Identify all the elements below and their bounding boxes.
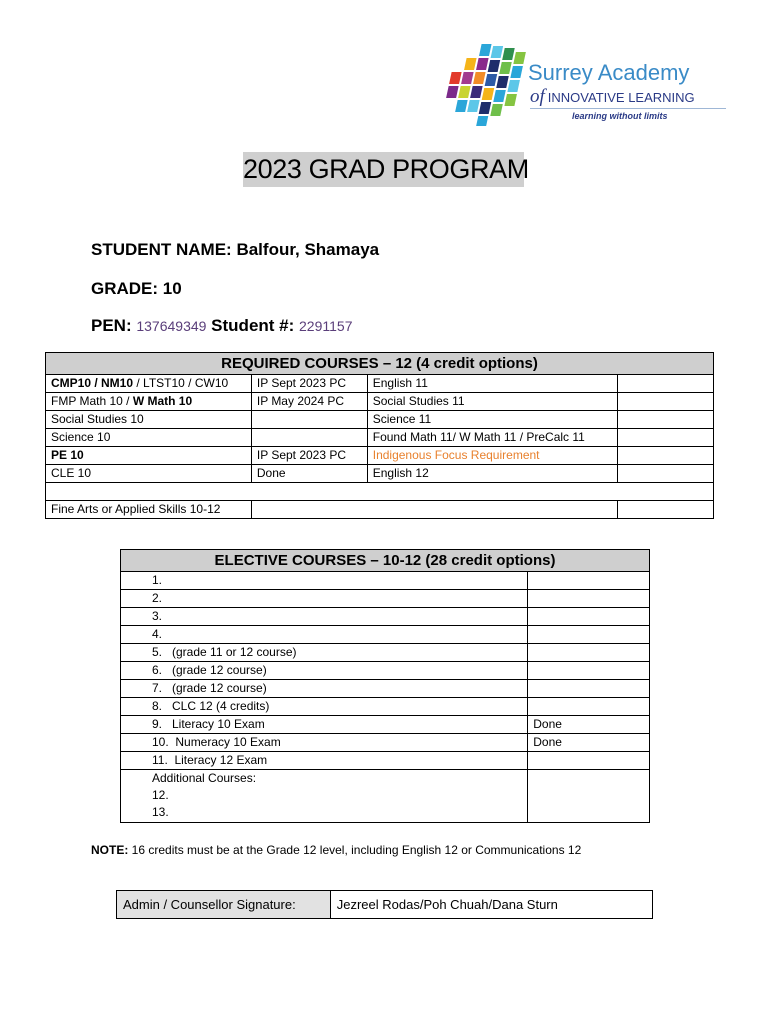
- pen-value: 137649349: [136, 318, 207, 334]
- table-row: [121, 698, 650, 716]
- table-row: [121, 644, 650, 662]
- elective-cell: 5. (grade 11 or 12 course): [121, 644, 528, 662]
- elective-courses-table: [120, 549, 650, 823]
- grade-label: GRADE:: [91, 279, 159, 298]
- student-name-line: [91, 240, 379, 260]
- status-cell: Done: [528, 734, 650, 752]
- course-cell-empty: [251, 501, 617, 519]
- course-cell: CLE 10: [46, 465, 252, 483]
- status-cell: Done: [251, 465, 367, 483]
- signature-value: Jezreel Rodas/Poh Chuah/Dana Sturn: [330, 891, 652, 919]
- elective-cell: 6. (grade 12 course): [121, 662, 528, 680]
- status-cell: [617, 447, 713, 465]
- course-text: FMP Math 10 /: [51, 394, 133, 408]
- elective-cell: 11. Literacy 12 Exam: [121, 752, 528, 770]
- logo-rule: [530, 108, 726, 109]
- table-row: [121, 752, 650, 770]
- status-cell: [528, 644, 650, 662]
- blank-cell: [46, 483, 714, 501]
- additional-course-item: 13.: [152, 805, 169, 819]
- required-courses-table: [45, 352, 714, 519]
- table-row: [121, 734, 650, 752]
- table-row: [121, 680, 650, 698]
- logo-subtitle-text: INNOVATIVE LEARNING: [547, 90, 695, 105]
- course-bold: PE 10: [51, 448, 84, 462]
- table-row: [121, 608, 650, 626]
- status-cell: [617, 375, 713, 393]
- status-cell: [617, 411, 713, 429]
- note-label: NOTE:: [91, 843, 129, 857]
- note-text: 16 credits must be at the Grade 12 level, including English 12 or Communications 12: [128, 843, 582, 857]
- signature-table: [116, 890, 653, 919]
- student-number-label: Student #:: [211, 316, 295, 335]
- page-title: 2023 GRAD PROGRAM: [243, 152, 524, 187]
- course-cell: Fine Arts or Applied Skills 10-12: [46, 501, 252, 519]
- status-cell: [251, 411, 367, 429]
- grade-value: 10: [162, 279, 182, 298]
- table-row: [46, 429, 714, 447]
- additional-courses-label: Additional Courses:: [152, 771, 257, 785]
- course-cell: English 12: [367, 465, 617, 483]
- required-courses-header: REQUIRED COURSES – 12 (4 credit options): [46, 353, 714, 375]
- logo-name: Surrey Academy: [528, 60, 690, 85]
- course-cell: Social Studies 10: [46, 411, 252, 429]
- table-row: [121, 590, 650, 608]
- elective-courses-header: ELECTIVE COURSES – 10-12 (28 credit options): [121, 550, 650, 572]
- status-cell: [528, 590, 650, 608]
- course-cell: English 11: [367, 375, 617, 393]
- elective-cell: 9. Literacy 10 Exam: [121, 716, 528, 734]
- course-text: / LTST10 / CW10: [133, 376, 229, 390]
- status-cell: [528, 680, 650, 698]
- logo-tagline: learning without limits: [572, 111, 668, 121]
- student-name-label: STUDENT NAME:: [91, 240, 232, 259]
- table-row: [46, 375, 714, 393]
- course-cell: [46, 447, 252, 465]
- logo-subtitle: [530, 86, 695, 108]
- status-cell: [528, 698, 650, 716]
- status-cell: [617, 501, 713, 519]
- elective-cell: 4.: [121, 626, 528, 644]
- status-cell: IP Sept 2023 PC: [251, 375, 367, 393]
- logo-mosaic-icon: [438, 42, 528, 128]
- student-number-value: 2291157: [299, 318, 353, 334]
- course-cell: Found Math 11/ W Math 11 / PreCalc 11: [367, 429, 617, 447]
- status-cell: [528, 608, 650, 626]
- table-row-blank: [46, 483, 714, 501]
- pen-line: [91, 316, 352, 336]
- status-cell: [528, 572, 650, 590]
- elective-cell: 2.: [121, 590, 528, 608]
- table-row: [121, 626, 650, 644]
- table-row: [46, 465, 714, 483]
- table-row: [46, 447, 714, 465]
- status-cell: [617, 429, 713, 447]
- elective-cell: 8. CLC 12 (4 credits): [121, 698, 528, 716]
- elective-cell: 10. Numeracy 10 Exam: [121, 734, 528, 752]
- status-cell: IP Sept 2023 PC: [251, 447, 367, 465]
- table-row: [46, 393, 714, 411]
- course-cell: Science 11: [367, 411, 617, 429]
- course-cell: [46, 393, 252, 411]
- course-bold: W Math 10: [132, 394, 193, 408]
- table-row: [121, 770, 650, 823]
- status-cell: [528, 770, 650, 823]
- status-cell: [617, 465, 713, 483]
- additional-course-item: 12.: [152, 788, 169, 802]
- credits-note: [91, 843, 581, 857]
- course-cell: Science 10: [46, 429, 252, 447]
- status-cell: [528, 626, 650, 644]
- table-row: [121, 662, 650, 680]
- status-cell: Done: [528, 716, 650, 734]
- student-name: Balfour, Shamaya: [236, 240, 380, 259]
- course-bold: CMP10 / NM10: [51, 376, 134, 390]
- logo-of: of: [530, 86, 545, 107]
- table-row: [46, 411, 714, 429]
- course-cell: Social Studies 11: [367, 393, 617, 411]
- course-cell: Indigenous Focus Requirement: [367, 447, 617, 465]
- grade-line: [91, 279, 182, 299]
- table-row: [46, 501, 714, 519]
- status-cell: [617, 393, 713, 411]
- course-cell: [46, 375, 252, 393]
- table-row: [121, 572, 650, 590]
- elective-cell: 7. (grade 12 course): [121, 680, 528, 698]
- elective-cell: 1.: [121, 572, 528, 590]
- status-cell: [528, 752, 650, 770]
- elective-cell: 3.: [121, 608, 528, 626]
- pen-label: PEN:: [91, 316, 132, 335]
- school-logo: [438, 42, 730, 128]
- additional-courses-cell: [121, 770, 528, 823]
- table-row: [121, 716, 650, 734]
- status-cell: [251, 429, 367, 447]
- signature-label: Admin / Counsellor Signature:: [117, 891, 331, 919]
- status-cell: [528, 662, 650, 680]
- status-cell: IP May 2024 PC: [251, 393, 367, 411]
